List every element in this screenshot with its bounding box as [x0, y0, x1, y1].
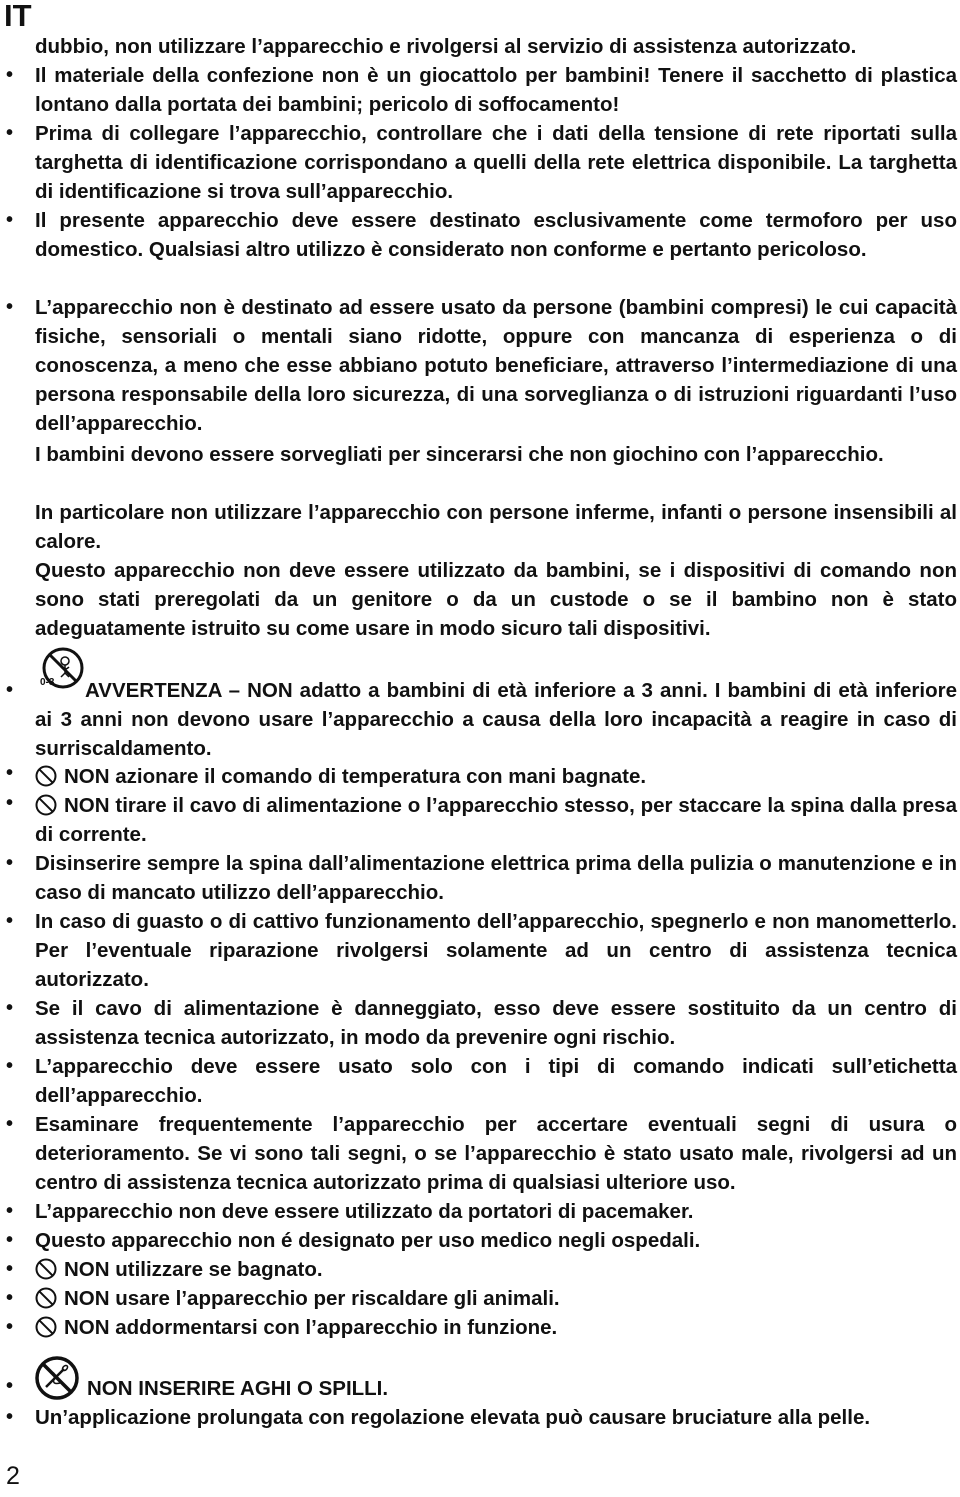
- list-item: Il presente apparecchio deve essere destinato esclusivamente come termoforo per uso domestico. Qualsiasi altro utilizzo è considerato non conforme e pertanto pericoloso.: [35, 209, 957, 261]
- age-label: 0-3: [40, 677, 55, 688]
- list-item: Questo apparecchio non é designato per uso medico negli ospedali.: [35, 1229, 701, 1252]
- paragraph-continued: dubbio, non utilizzare l’apparecchio e rivolgersi al servizio di assistenza autorizzato.: [35, 35, 857, 58]
- list-item: AVVERTENZA – NON adatto a bambini di età inferiore a 3 anni. I bambini di età inferiore ai 3 anni non devono usare l’apparecchio a causa della loro incapacità a reagire in caso di surriscaldamento.: [35, 679, 957, 760]
- bullet: •: [6, 1406, 14, 1428]
- page-number: 2: [6, 1462, 20, 1490]
- bullet: •: [6, 997, 14, 1019]
- list-item-text: NON usare l’apparecchio per riscaldare gli animali.: [64, 1287, 560, 1310]
- list-item: Prima di collegare l’apparecchio, controllare che i dati della tensione di rete riportati sulla targhetta di identificazione corrispondano a quelli della rete elettrica disponibile. La targhetta di identificazione si trova sull’apparecchio.: [35, 122, 957, 203]
- prohibition-icon: [35, 1258, 57, 1280]
- list-item-text: NON addormentarsi con l’apparecchio in funzione.: [64, 1316, 558, 1339]
- list-item: L’apparecchio deve essere usato solo con i tipi di comando indicati sull’etichetta dell’apparecchio.: [35, 1055, 957, 1107]
- bullet: •: [6, 1258, 14, 1280]
- list-item: L’apparecchio non è destinato ad essere usato da persone (bambini compresi) le cui capacità fisiche, sensoriali o mentali siano ridotte, oppure con mancanza di esperienza o di conoscenza, a meno che esse abbiano potuto beneficiare, attraverso l’intermediazione di una persona responsabile della loro sicurezza, di una sorveglianza o di istruzioni riguardanti l’uso dell’apparecchio.: [35, 296, 957, 435]
- list-item: [35, 1284, 957, 1313]
- bullet: •: [6, 122, 14, 144]
- list-item-continued: I bambini devono essere sorvegliati per sincerarsi che non giochino con l’apparecchio.: [35, 443, 884, 466]
- list-item-text: NON azionare il comando di temperatura con mani bagnate.: [64, 765, 647, 788]
- bullet: •: [6, 1113, 14, 1135]
- bullet: •: [6, 762, 14, 784]
- bullet: •: [6, 1200, 14, 1222]
- bullet: •: [6, 296, 14, 318]
- list-item-text: NON utilizzare se bagnato.: [64, 1258, 323, 1281]
- bullet: •: [6, 1229, 14, 1251]
- list-item: Il materiale della confezione non è un giocattolo per bambini! Tenere il sacchetto di plastica lontano dalla portata dei bambini; pericolo di soffocamento!: [35, 64, 957, 116]
- list-item: L’apparecchio non deve essere utilizzato da portatori di pacemaker.: [35, 1200, 694, 1223]
- list-item: [35, 1313, 957, 1342]
- list-item: [35, 762, 957, 791]
- bullet: •: [6, 64, 14, 86]
- list-item: Esaminare frequentemente l’apparecchio per accertare eventuali segni di usura o deterioramento. Se vi sono tali segni, o se l’apparecchio è stato usato male, rivolgersi ad un centro di assistenza tecnica autorizzato prima di qualsiasi ulteriore uso.: [35, 1113, 957, 1194]
- bullet: •: [6, 679, 14, 701]
- list-item: [35, 1255, 957, 1284]
- list-item: NON INSERIRE AGHI O SPILLI.: [87, 1377, 389, 1400]
- bullet: •: [6, 1375, 14, 1397]
- bullet: •: [6, 1055, 14, 1077]
- bullet: •: [6, 1316, 14, 1338]
- list-item: Disinserire sempre la spina dall’alimentazione elettrica prima della pulizia o manutenzione e in caso di mancato utilizzo dell’apparecchio.: [35, 852, 957, 904]
- list-item: In caso di guasto o di cattivo funzionamento dell’apparecchio, spegnerlo e non manometterlo. Per l’eventuale riparazione rivolgersi solamente ad un centro di assistenza tecnica autorizzato.: [35, 910, 957, 991]
- bullet: •: [6, 792, 14, 814]
- bullet: •: [6, 910, 14, 932]
- list-item: Se il cavo di alimentazione è danneggiato, esso deve essere sostituito da un centro di assistenza tecnica autorizzato, in modo da prevenire ogni rischio.: [35, 997, 957, 1049]
- prohibition-icon: [35, 1287, 57, 1309]
- list-item-continued: In particolare non utilizzare l’apparecchio con persone inferme, infanti o persone insensibili al calore.: [35, 501, 957, 553]
- list-item: [35, 791, 957, 849]
- list-item-text: NON tirare il cavo di alimentazione o l’apparecchio stesso, per staccare la spina dalla presa di corrente.: [35, 794, 957, 846]
- bullet: •: [6, 852, 14, 874]
- prohibition-icon: [35, 1316, 57, 1338]
- list-item-continued: Questo apparecchio non deve essere utilizzato da bambini, se i dispositivi di comando non sono stati preregolati da un genitore o da un custode o se il bambino non è stato adeguatamente istruito su come usare in modo sicuro tali dispositivi.: [35, 559, 957, 640]
- list-item: Un’applicazione prolungata con regolazione elevata può causare bruciature alla pelle.: [35, 1406, 871, 1429]
- prohibition-icon: [35, 765, 57, 787]
- bullet: •: [6, 209, 14, 231]
- prohibition-icon: [35, 794, 57, 816]
- bullet: •: [6, 1287, 14, 1309]
- language-code: IT: [4, 0, 32, 33]
